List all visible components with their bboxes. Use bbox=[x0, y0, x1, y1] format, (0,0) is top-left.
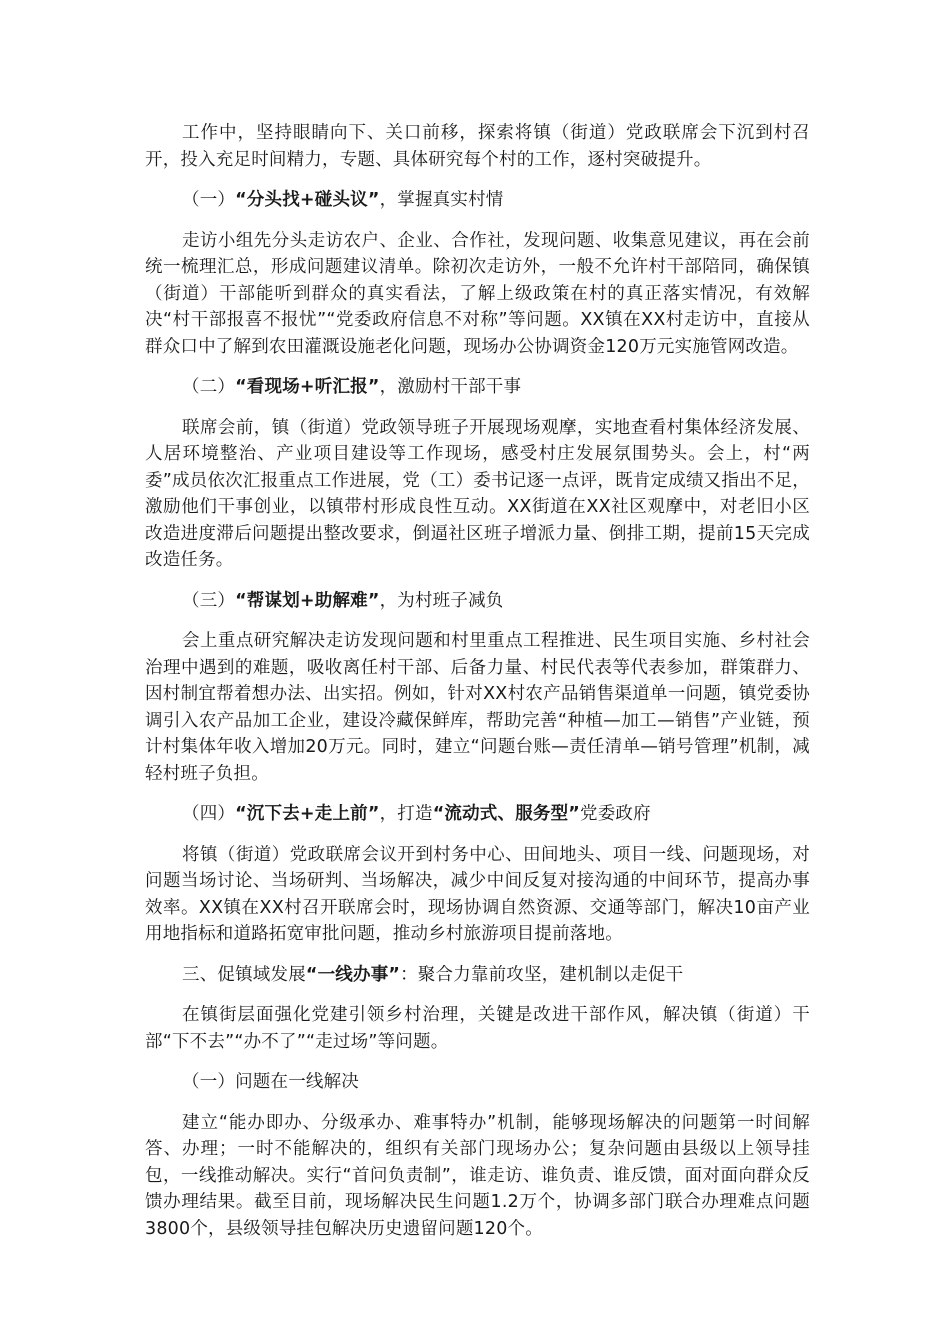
heading-emphasis: “看现场+听汇报” bbox=[235, 377, 380, 397]
section-heading bbox=[145, 1069, 810, 1096]
section-heading bbox=[145, 801, 810, 828]
heading-suffix: ，激励村干部干事 bbox=[379, 377, 522, 397]
heading-emphasis: “帮谋划+助解难” bbox=[235, 590, 380, 611]
section-heading bbox=[145, 374, 810, 401]
heading-suffix: ，为村班子减负 bbox=[379, 590, 504, 611]
paragraph: 将镇（街道）党政联席会议开到村务中心、田间地头、项目一线、问题现场，对问题当场讨论、当场研判、当场解决，减少中间反复对接沟通的中间环节，提高办事效率。XX镇在XX村召开联席会时，现场协调自然资源、交通等部门，解决10亩产业用地指标和道路拓宽审批问题，推动乡村旅游项目提前落地。 bbox=[145, 844, 810, 944]
heading-suffix-2: 党委政府 bbox=[580, 804, 651, 824]
heading-emphasis: “分头找+碰头议” bbox=[235, 190, 380, 210]
paragraph: 工作中，坚持眼睛向下、关口前移，探索将镇（街道）党政联席会下沉到村召开，投入充足时间精力，专题、具体研究每个村的工作，逐村突破提升。 bbox=[145, 123, 810, 170]
heading-prefix: （一）问题在一线解决 bbox=[182, 1072, 359, 1092]
heading-emphasis: “一线办事” bbox=[305, 964, 401, 985]
section-heading bbox=[145, 588, 810, 615]
heading-suffix: ，打造 bbox=[379, 804, 433, 824]
paragraph: 在镇街层面强化党建引领乡村治理，关键是改进干部作风，解决镇（街道）干部“下不去”“办不了”“走过场”等问题。 bbox=[145, 1005, 810, 1052]
heading-prefix: 三、促镇域发展 bbox=[182, 964, 306, 985]
heading-suffix: ：聚合力靠前攻坚，建机制以走促干 bbox=[400, 964, 684, 985]
paragraph: 建立“能办即办、分级承办、难事特办”机制，能够现场解决的问题第一时间解答、办理；一时不能解决的，组织有关部门现场办公；复杂问题由县级以上领导挂包，一线推动解决。实行“首问负责制”，谁走访、谁负责、谁反馈，面对面向群众反馈办理结果。截至目前，现场解决民生问题1.2万个，协调多部门联合办理难点问题3800个，县级领导挂包解决历史遗留问题120个。 bbox=[145, 1112, 810, 1239]
heading-prefix: （三） bbox=[182, 590, 236, 611]
section-heading bbox=[145, 187, 810, 214]
heading-emphasis-2: “流动式、服务型” bbox=[432, 804, 580, 824]
document-page bbox=[145, 120, 810, 1256]
paragraph: 联席会前，镇（街道）党政领导班子开展现场观摩，实地查看村集体经济发展、人居环境整治、产业项目建设等工作现场，感受村庄发展氛围势头。会上，村“两委”成员依次汇报重点工作进展，党（工）委书记逐一点评，既肯定成绩又指出不足，激励他们干事创业，以镇带村形成良性互动。XX街道在XX社区观摩中，对老旧小区改造进度滞后问题提出整改要求，倒逼社区班子增派力量、倒排工期，提前15天完成改造任务。 bbox=[145, 417, 810, 570]
heading-prefix: （一） bbox=[182, 190, 236, 210]
chapter-heading bbox=[145, 962, 810, 989]
heading-suffix: ，掌握真实村情 bbox=[379, 190, 504, 210]
heading-prefix: （二） bbox=[182, 377, 236, 397]
heading-prefix: （四） bbox=[182, 804, 236, 824]
paragraph: 会上重点研究解决走访发现问题和村里重点工程推进、民生项目实施、乡村社会治理中遇到的难题，吸收离任村干部、后备力量、村民代表等代表参加，群策群力、因村制宜帮着想办法、出实招。例如，针对XX村农产品销售渠道单一问题，镇党委协调引入农产品加工企业，建设冷藏保鲜库，帮助完善“种植—加工—销售”产业链，预计村集体年收入增加20万元。同时，建立“问题台账—责任清单—销号管理”机制，减轻村班子负担。 bbox=[145, 631, 810, 784]
paragraph: 走访小组先分头走访农户、企业、合作社，发现问题、收集意见建议，再在会前统一梳理汇总，形成问题建议清单。除初次走访外，一般不允许村干部陪同，确保镇（街道）干部能听到群众的真实看法，了解上级政策在村的真正落实情况，有效解决“村干部报喜不报忧”“党委政府信息不对称”等问题。XX镇在XX村走访中，直接从群众口中了解到农田灌溉设施老化问题，现场办公协调资金120万元实施管网改造。 bbox=[145, 230, 810, 357]
heading-emphasis: “沉下去+走上前” bbox=[235, 804, 380, 824]
